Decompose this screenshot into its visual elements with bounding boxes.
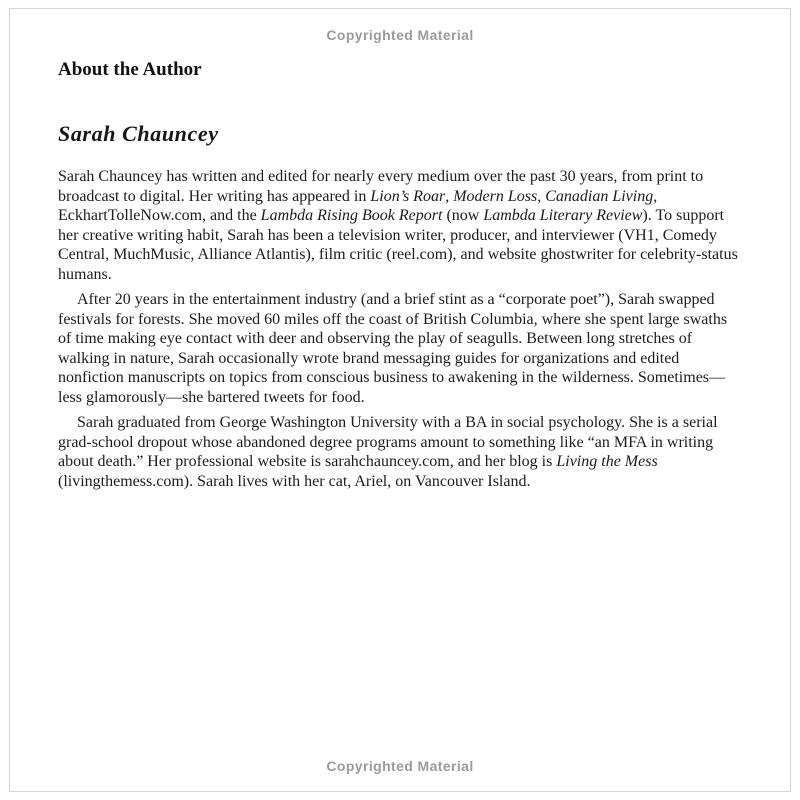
page-title: About the Author [58, 59, 202, 80]
author-signature: Sarah Chauncey [58, 121, 219, 146]
page-content [58, 59, 742, 491]
paragraph: After 20 years in the entertainment industry (and a brief stint as a “corporate poet”), Sarah swapped festivals for forests. She moved 60 miles off the coast of British Columbia, where she spent large swaths of time making eye contact with deer and observing the play of seagulls. Between long stretches of walking in nature, Sarah occasionally wrote brand messaging guides for organizations and edited nonfiction manuscripts on topics from conscious business to awakening in the wilderness. Sometimes—less glamorously—she bartered tweets for food. [58, 291, 728, 406]
paragraph: Sarah Chauncey has written and edited for nearly every medium over the past 30 years, from print to broadcast to digital. Her writing has appeared in Lion’s Roar, Modern Loss, Canadian Living, EckhartTolleNow.com, and the Lambda Rising Book Report (now Lambda Literary Review). To support her creative writing habit, Sarah has been a television writer, producer, and interviewer (VH1, Comedy Central, MuchMusic, Alliance Atlantis), film critic (reel.com), and website ghostwriter for celebrity-status humans. [58, 168, 738, 283]
paragraph: Sarah graduated from George Washington University with a BA in social psychology. She is a serial grad-school dropout whose abandoned degree programs amount to something like “an MFA in writing about death.” Her professional website is sarahchauncey.com, and her blog is Living the Mess (livingthemess.com). Sarah lives with her cat, Ariel, on Vancouver Island. [58, 414, 718, 490]
copyright-watermark-bottom: Copyrighted Material [326, 758, 474, 774]
about-author-text [58, 167, 742, 491]
copyright-watermark-top: Copyrighted Material [326, 27, 474, 43]
